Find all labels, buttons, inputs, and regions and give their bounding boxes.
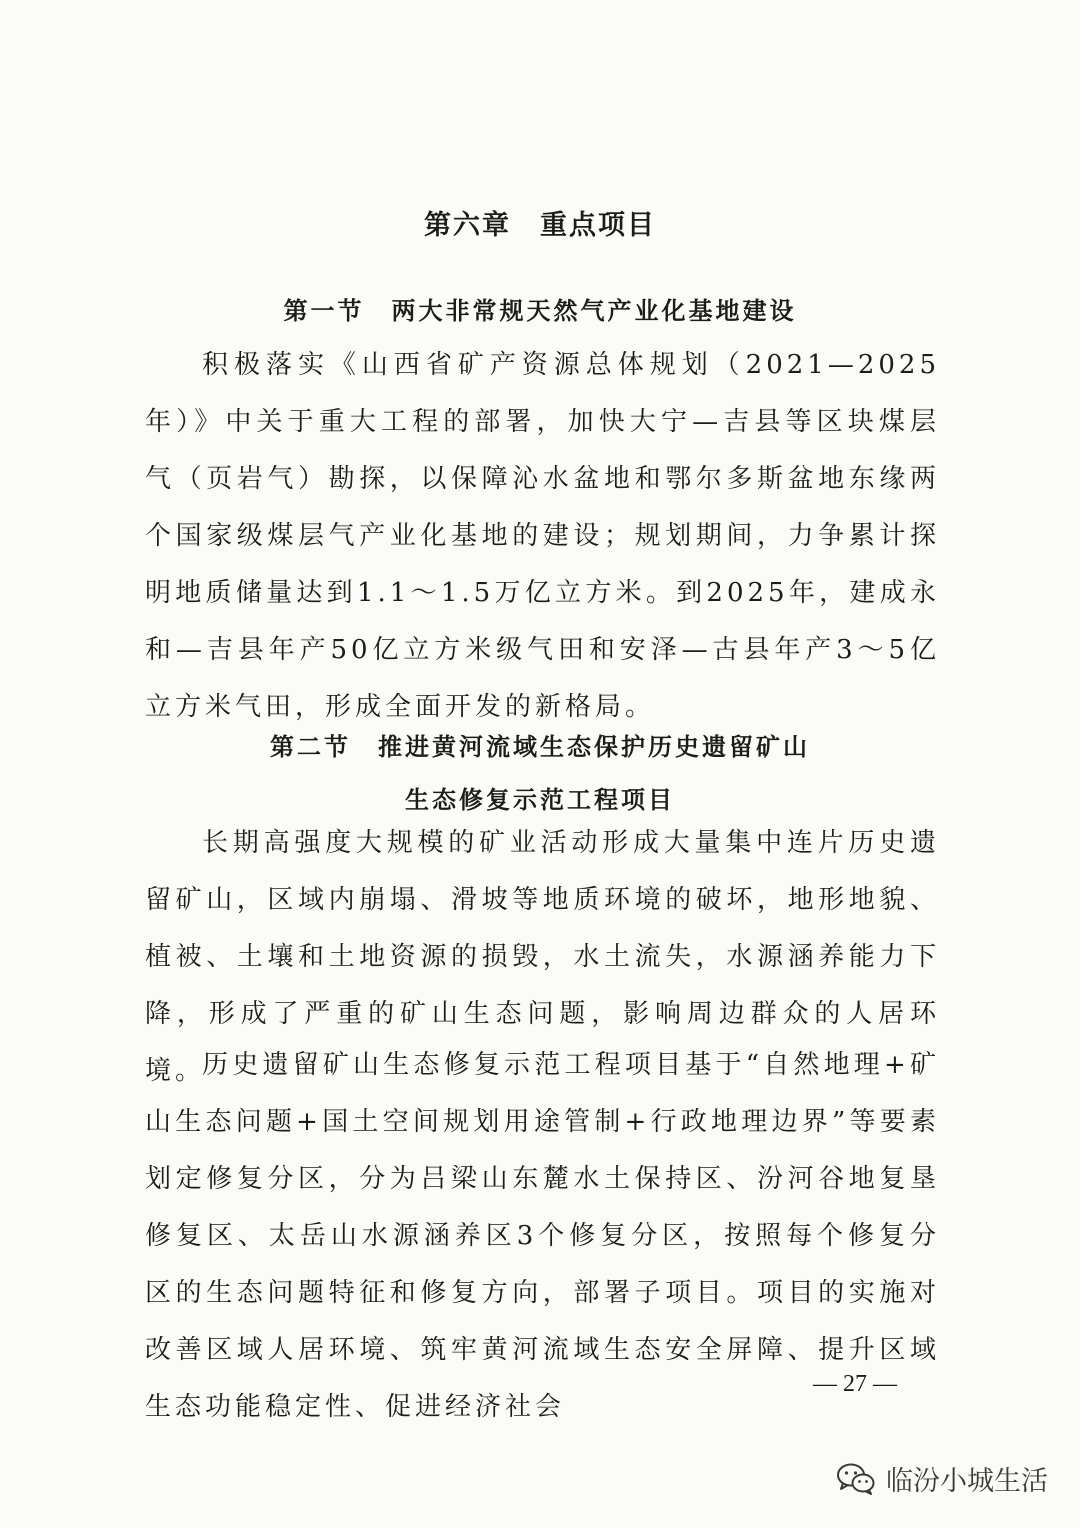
section-2-paragraph-1: 长期高强度大规模的矿业活动形成大量集中连片历史遗留矿山，区域内崩塌、滑坡等地质环境的破坏，地形地貌、植被、土壤和土地资源的损毁，水土流失，水源涵养能力下降，形成了严重的矿山生态问题，影响周边群众的人居环境。: [145, 828, 940, 1086]
section-1-title: 第一节 两大非常规天然气产业化基地建设: [283, 296, 797, 325]
watermark: [836, 1459, 1048, 1498]
section-2-paragraph-2: 历史遗留矿山生态修复示范工程项目基于“自然地理+矿山生态问题+国土空间规划用途管制+行政地理边界”等要素划定修复分区，分为吕梁山东麓水土保持区、汾河谷地复垦修复区、太岳山水源涵养区3个修复分区，按照每个修复分区的生态问题特征和修复方向，部署子项目。项目的实施对改善区域人居环境、筑牢黄河流域生态安全屏障、提升区域生态功能稳定性、促进经济社会: [145, 1050, 940, 1422]
watermark-text: 临汾小城生活: [886, 1466, 1048, 1497]
wechat-icon: [836, 1462, 876, 1496]
section-2-title-line-1: 第二节 推进黄河流域生态保护历史遗留矿山: [270, 732, 810, 761]
section-2-title-line-2: 生态修复示范工程项目: [405, 785, 675, 814]
chapter-title: 第六章 重点项目: [424, 210, 656, 241]
page-number: — 27 —: [813, 1371, 897, 1397]
section-1-paragraph: 积极落实《山西省矿产资源总体规划（2021—2025年）》中关于重大工程的部署，加快大宁—吉县等区块煤层气（页岩气）勘探，以保障沁水盆地和鄂尔多斯盆地东缘两个国家级煤层气产业化基地的建设；规划期间，力争累计探明地质储量达到1.1～1.5万亿立方米。到2025年，建成永和—吉县年产50亿立方米级气田和安泽—古县年产3～5亿立方米气田，形成全面开发的新格局。: [145, 350, 940, 722]
